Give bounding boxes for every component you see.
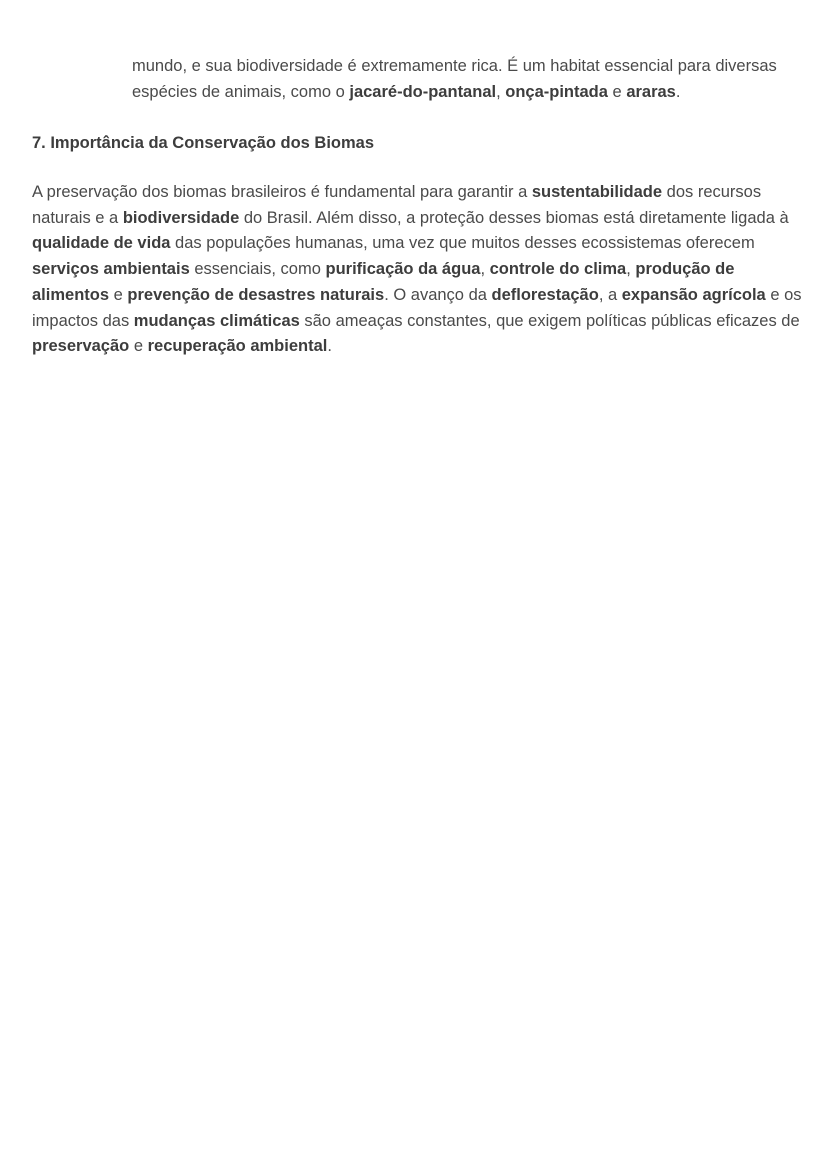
text-run: , [626,260,636,279]
text-run: mundo, e sua biodiversidade é extremamente rica. É um habitat essencial para diversas espécies de animais, como o [132,57,777,101]
text-run: são ameaças constantes, que exigem políticas públicas eficazes de [299,311,800,330]
bold-term: serviços ambientais [32,260,190,279]
text-run: , [480,260,490,279]
text-run: . O avanço da [384,285,492,304]
text-run: . [327,337,332,356]
bold-term: prevenção de desastres naturais [127,285,385,304]
text-run: das populações humanas, uma vez que muitos desses ecossistemas oferecem [170,234,755,253]
section-heading: 7. Importância da Conservação dos Biomas [32,134,375,152]
text-run: e os impactos das [32,285,802,330]
bold-term: araras [626,83,676,101]
text-run: dos recursos naturais e a [32,183,762,227]
bold-term: deflorestação [491,285,599,304]
bold-term: expansão agrícola [621,285,766,304]
text-run: . [675,83,681,101]
text-run: A preservação dos biomas brasileiros é fundamental para garantir a [32,183,532,201]
text-run: essenciais, como [189,260,326,279]
bold-term: produção de alimentos [32,260,735,304]
list-item-continuation [132,53,812,105]
bold-term: sustentabilidade [531,183,663,201]
bold-term: preservação [32,337,130,356]
bold-term: biodiversidade [122,208,240,227]
bold-term: jacaré-do-pantanal [349,83,497,101]
text-run: do Brasil. Além disso, a proteção desses biomas está diretamente ligada à [239,208,789,227]
text-run: , [496,83,506,101]
bold-term: mudanças climáticas [133,311,300,330]
section-paragraph [32,180,812,360]
text-run: , a [598,285,622,304]
text-run: e [109,285,128,304]
bold-term: recuperação ambiental [147,337,328,356]
bold-term: qualidade de vida [32,234,171,253]
text-run: e [607,83,627,101]
bold-term: onça-pintada [505,83,608,101]
bold-term: controle do clima [489,260,627,279]
text-run: e [129,337,148,356]
bold-term: purificação da água [325,260,481,279]
